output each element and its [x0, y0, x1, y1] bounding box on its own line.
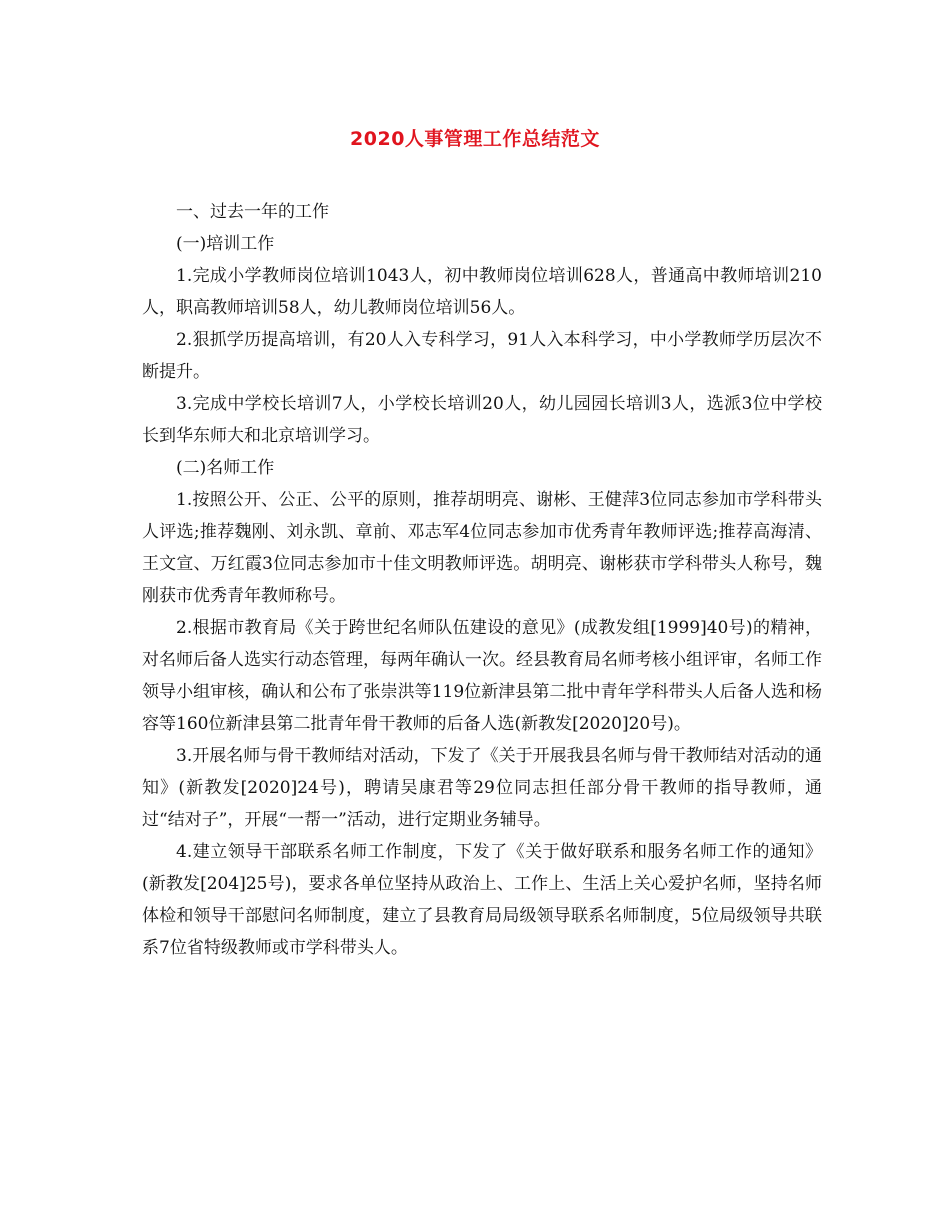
- famous-teacher-item-2: 2.根据市教育局《关于跨世纪名师队伍建设的意见》(成教发组[1999]40号)的精神，对名师后备人选实行动态管理，每两年确认一次。经县教育局名师考核小组评审，名师工作领导小组审核，确认和公布了张崇洪等119位新津县第二批中青年学科带头人后备人选和杨容等160位新津县第二批青年骨干教师的后备人选(新教发[2020]20号)。: [142, 618, 822, 734]
- training-item-2: 2.狠抓学历提高培训，有20人入专科学习，91人入本科学习，中小学教师学历层次不断提升。: [142, 330, 822, 382]
- section-heading: 一、过去一年的工作: [176, 202, 329, 222]
- training-item-3: 3.完成中学校长培训7人，小学校长培训20人，幼儿园园长培训3人，选派3位中学校长到华东师大和北京培训学习。: [142, 394, 822, 446]
- document-body: [142, 196, 822, 964]
- subsection-heading-famous-teachers: (二)名师工作: [176, 458, 275, 478]
- document-title: 2020人事管理工作总结范文: [350, 128, 600, 150]
- famous-teacher-item-4: 4.建立领导干部联系名师工作制度，下发了《关于做好联系和服务名师工作的通知》(新教发[204]25号)，要求各单位坚持从政治上、工作上、生活上关心爱护名师，坚持名师体检和领导干部慰问名师制度，建立了县教育局局级领导联系名师制度，5位局级领导共联系7位省特级教师或市学科带头人。: [142, 842, 822, 958]
- training-item-1: 1.完成小学教师岗位培训1043人，初中教师岗位培训628人，普通高中教师培训210人，职高教师培训58人，幼儿教师岗位培训56人。: [142, 266, 822, 318]
- famous-teacher-item-1: 1.按照公开、公正、公平的原则，推荐胡明亮、谢彬、王健萍3位同志参加市学科带头人评选;推荐魏刚、刘永凯、章前、邓志军4位同志参加市优秀青年教师评选;推荐高海清、王文宣、万红霞3位同志参加市十佳文明教师评选。胡明亮、谢彬获市学科带头人称号，魏刚获市优秀青年教师称号。: [142, 490, 822, 606]
- subsection-heading-training: (一)培训工作: [176, 234, 275, 254]
- famous-teacher-item-3: 3.开展名师与骨干教师结对活动，下发了《关于开展我县名师与骨干教师结对活动的通知》(新教发[2020]24号)，聘请吴康君等29位同志担任部分骨干教师的指导教师，通过“结对子”，开展“一帮一”活动，进行定期业务辅导。: [142, 746, 822, 830]
